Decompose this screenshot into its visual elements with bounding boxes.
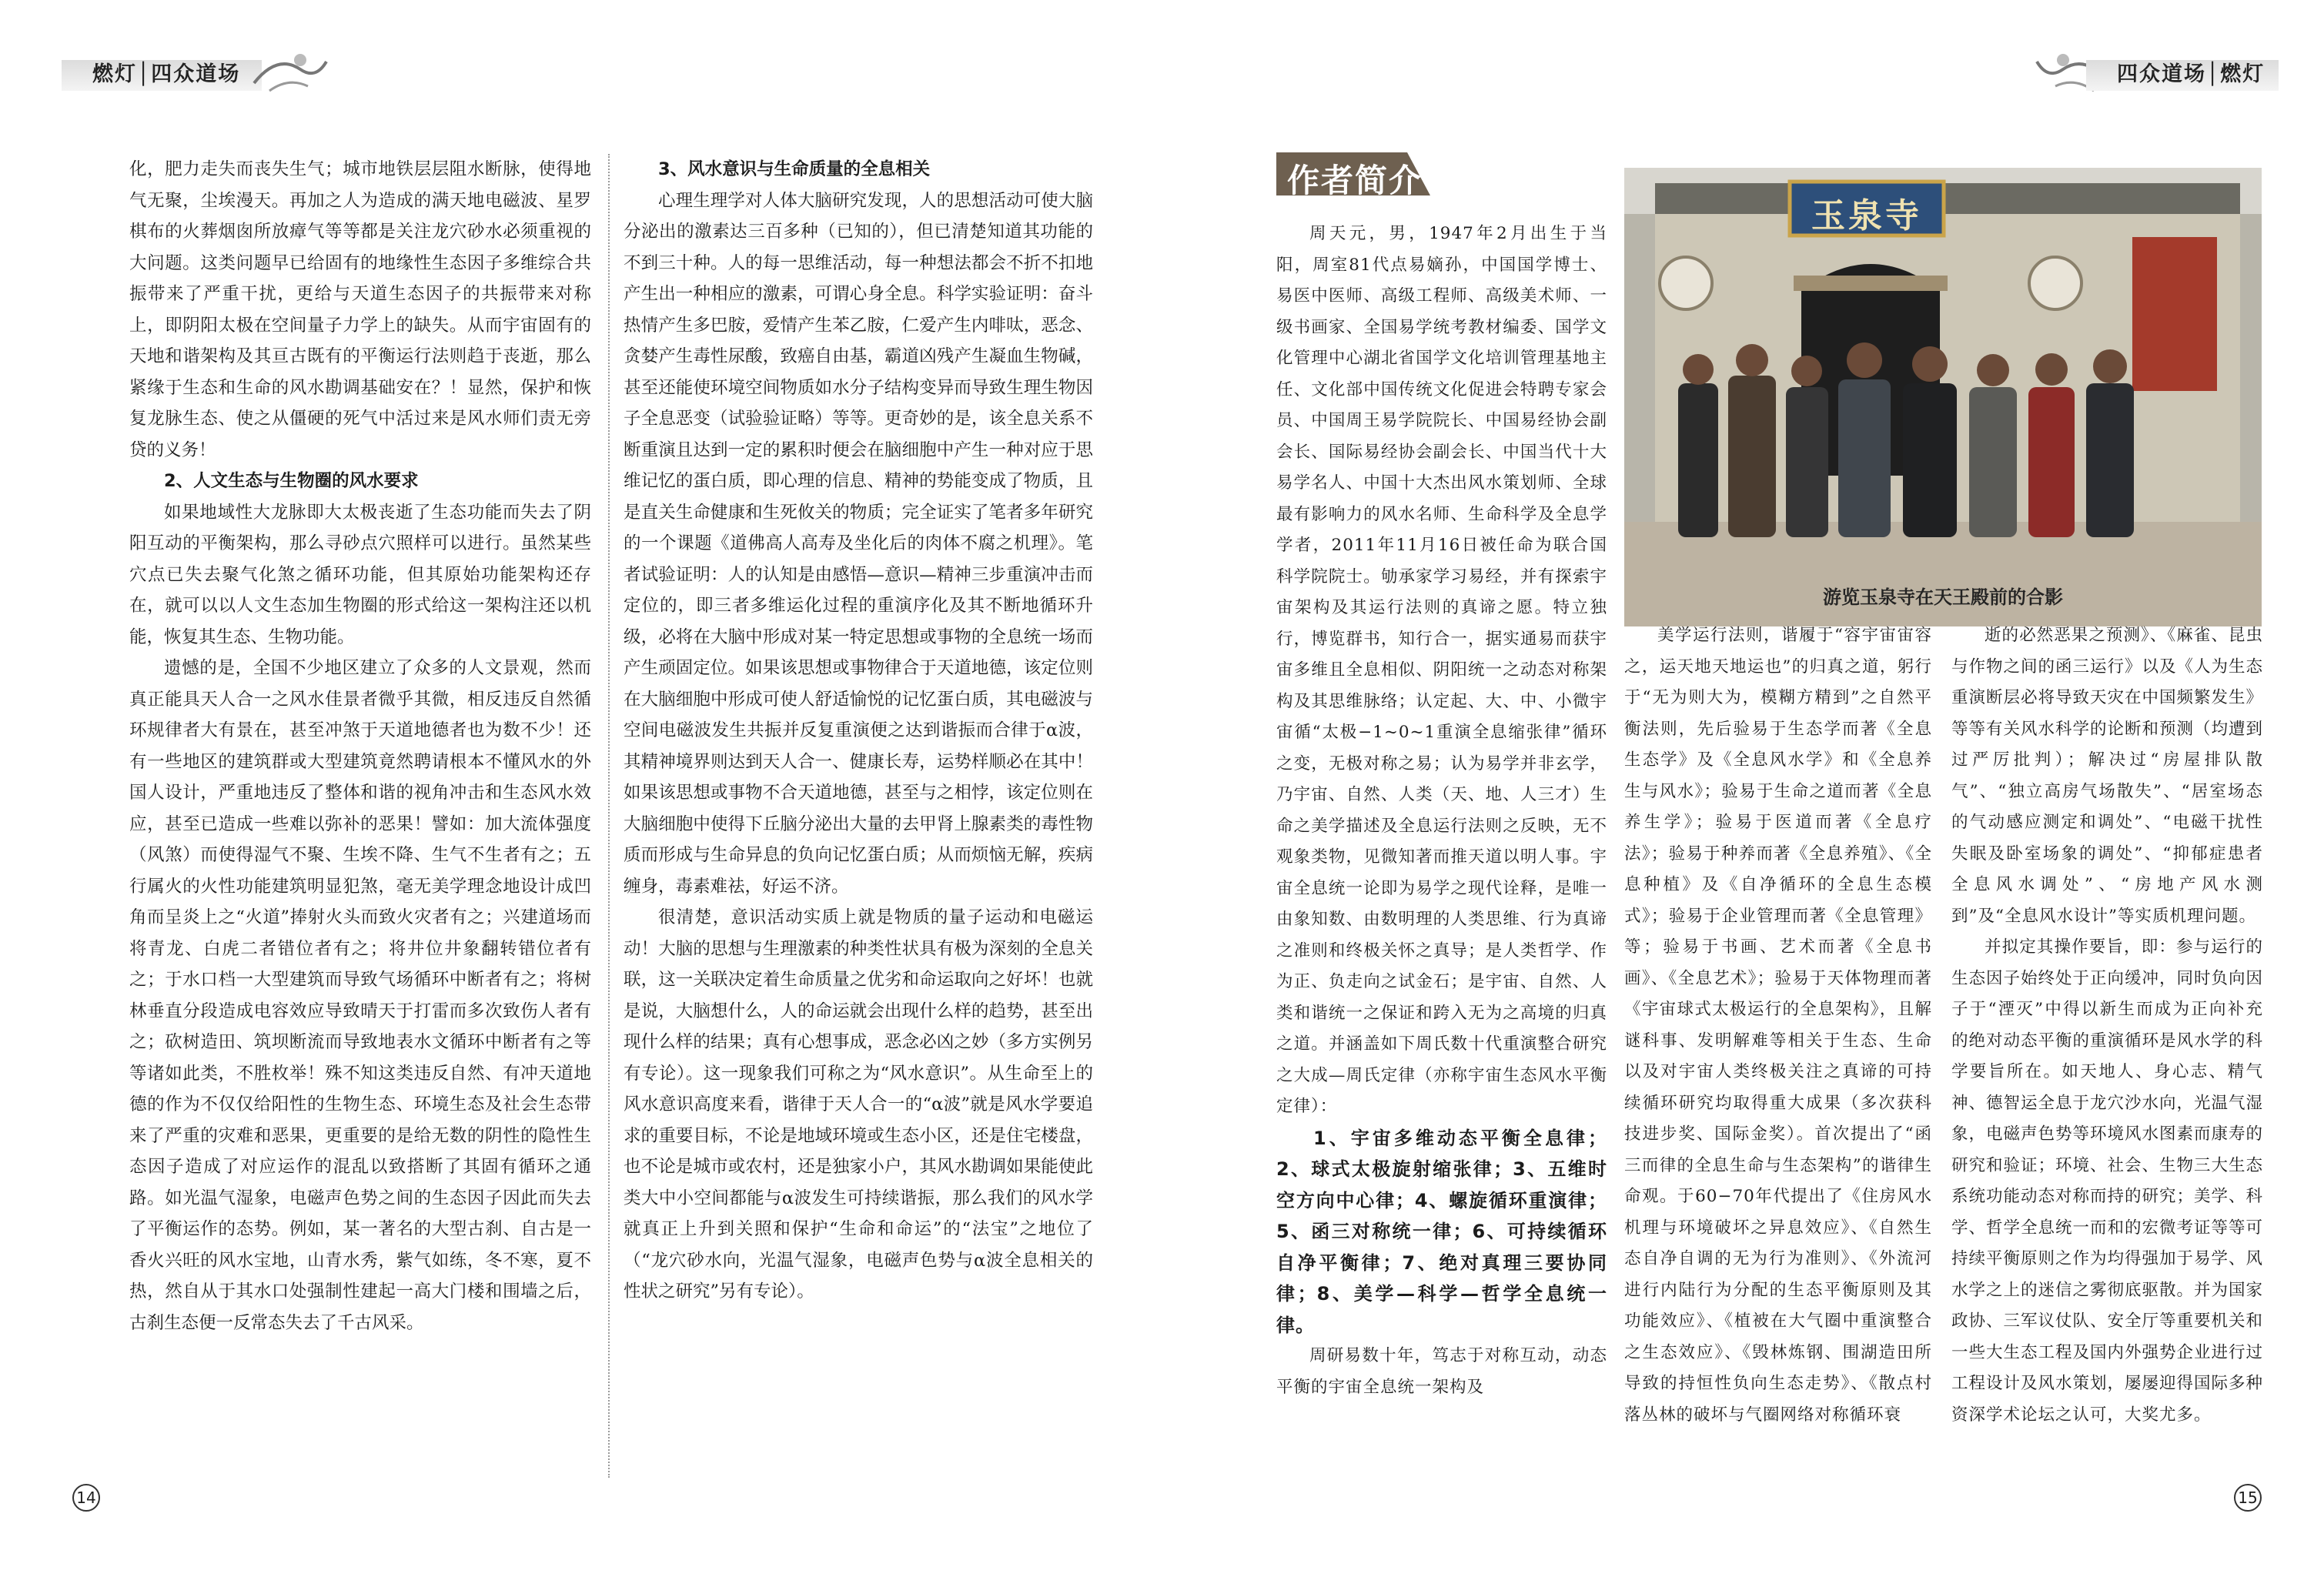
section-heading: 2、人文生态与生物圈的风水要求 [164,471,419,491]
law-list-paragraph: 1、宇宙多维动态平衡全息律；2、球式太极旋射缩张律；3、五维时空方向中心律；4、螺旋循环重演律；5、函三对称统一律；6、可持续循环自净平衡律；7、绝对真理三要协同律；8、美学—科学—哲学全息统一律。 [1276,1127,1607,1336]
body-paragraph: 如果地域性大龙脉即大太极丧逝了生态功能而失去了阴阳互动的平衡架构，那么寻砂点穴照样可以进行。虽然某些穴点已失去聚气化煞之循环功能，但其原始功能架构还存在，就可以以人文生态加生物圈的形式给这一架构注还以机能，恢复其生态、生物功能。 [129,502,591,647]
temple-scene-illustration [1624,168,2262,626]
body-paragraph: 化，肥力走失而丧失生气；城市地铁层层阻水断脉，使得地气无聚，尘埃漫天。再加之人为造成的满天地电磁波、星罗棋布的火葬烟囱所放瘴气等等都是关注龙穴砂水必须重视的大问题。这类问题早已给固有的地缘性生态因子多维综合共振带来了严重干扰，更给与天道生态因子的共振带来对称上，即阴阳太极在空间量子力学上的缺失。从而宇宙固有的天地和谐架构及其亘古既有的平衡运行法则趋于丧逝，那么紧缘于生态和生命的风水勘调基础安在？！显然，保护和恢复龙脉生态、使之从僵硬的死气中活过来是风水师们责无旁贷的义务！ [129,159,591,460]
body-paragraph: 并拟定其操作要旨，即：参与运行的生态因子始终处于正向缓冲，同时负向因子于“湮灭”中得以新生而成为正向补充的绝对动态平衡的重演循环是风水学的科学要旨所在。如天地人、身心志、精气神、德智运全息于龙穴沙水向，光温气湿象，电磁声色势等环境风水图素而康寿的研究和验证；环境、社会、生物三大生态系统功能动态对称而持的研究；美学、科学、哲学全息统一而和的宏微考证等等可持续平衡原则之作为均得强加于易学、风水学之上的迷信之雾彻底驱散。并为国家政协、三军议仗队、安全厅等重要机关和一些大生态工程及国内外强势企业进行过工程设计及风水策划，屡屡迎得国际多种资深学术论坛之认可，大奖尤多。 [1951,937,2264,1425]
scroll-ornament-icon [246,46,331,97]
page-number-right: 15 [2234,1484,2262,1512]
right-column-a [1276,219,1607,1403]
left-header-banner [62,46,323,97]
left-column-1 [129,154,591,1338]
author-intro-title: 作者简介 [1276,152,1430,195]
left-column-2 [624,154,1093,1308]
body-paragraph: 周研易数十年，笃志于对称互动，动态平衡的宇宙全息统一架构及 [1276,1346,1607,1397]
right-header-banner [2032,46,2286,97]
column-divider [608,154,610,1478]
body-paragraph: 美学运行法则，谐履于“容宇宙宙容之，运天地天地运也”的归真之道，躬行于“无为则大为，模糊方精到”之自然平衡法则，先后验易于生态学而著《全息生态学》及《全息风水学》和《全息养生与风水》；验易于生命之道而著《全息养生学》；验易于医道而著《全息疗法》；验易于种养而著《全息养殖》、《全息种植》及《自净循环的全息生态模式》；验易于企业管理而著《全息管理》等；验易于书画、艺术而著《全息书画》、《全息艺术》；验易于天体物理而著《宇宙球式太极运行的全息架构》，且解谜科事、发明解难等相关于生态、生命以及对宇宙人类终极关注之真谛的可持续循环研究均取得重大成果（多次获科技进步奖、国际金奖）。首次提出了“函三而律的全息生命与生态架构”的谐律生命观。于60−70年代提出了《住房风水机理与环境破坏之异息效应》、《自然生态自净自调的无为行为准则》、《外流河进行内陆行为分配的生态平衡原则及其功能效应》、《植被在大气圈中重演整合之生态效应》、《毁林炼钢、围湖造田所导致的持恒性负向生态走势》、《散点村落丛林的破坏与气圈网络对称循环衰 [1624,626,1932,1425]
photo-caption: 游览玉泉寺在天王殿前的合影 [1823,586,2063,608]
page-number-left: 14 [72,1484,100,1512]
body-paragraph: 心理生理学对人体大脑研究发现，人的思想活动可使大脑分泌出的激素达三百多种（已知的），但已清楚知道其功能的不到三十种。人的每一思维活动，每一种想法都会不折不扣地产生出一种相应的激素，可谓心身全息。科学实验证明：奋斗热情产生多巴胺，爱情产生苯乙胺，仁爱产生内啡呔，恶念、贪婪产生毒性尿酸，致癌自由基，霸道凶残产生凝血生物碱，甚至还能使环境空间物质如水分子结构变异而导致生理生物因子全息恶变（试验验证略）等等。更奇妙的是，该全息关系不断重演且达到一定的累积时便会在脑细胞中产生一种对应于思维记忆的蛋白质，即心理的信息、精神的势能变成了物质，且是直关生命健康和生死攸关的物质；完全证实了笔者多年研究的一个课题《道佛高人高寿及坐化后的肉体不腐之机理》。笔者试验证明：人的认知是由感悟—意识—精神三步重演冲击而定位的，即三者多维运化过程的重演序化及其不断地循环升级，必将在大脑中形成对某一特定思想或事物的全息统一场而产生顽固定位。如果该思想或事物律合于天道地德，该定位则在大脑细胞中形成可使人舒适愉悦的记忆蛋白质，其电磁波与空间电磁波发生共振并反复重演便之达到谐振而合律于α波，其精神境界则达到天人合一、健康长寿，运势样顺必在其中！如果该思想或事物不合天道地德，甚至与之相悖，该定位则在大脑细胞中使得下丘脑分泌出大量的去甲肾上腺素类的毒性物质而形成与生命异息的负向记忆蛋白质；从而烦恼无解，疾病缠身，毒素难祛，好运不济。 [624,190,1093,897]
right-header-label: 四众道场│燃灯 [2117,62,2265,86]
body-paragraph: 周天元，男，1947年2月出生于当阳，周室81代点易嫡孙，中国国学博士、易医中医师、高级工程师、高级美术师、一级书画家、全国易学统考教材编委、国学文化管理中心湖北省国学文化培训管理基地主任、文化部中国传统文化促进会特聘专家会员、中国周王易学院院长、中国易经协会副会长、国际易经协会副会长、中国当代十大易学名人、中国十大杰出风水策划师、全球最有影响力的风水名师、生命科学及全息学学者，2011年11月16日被任命为联合国科学院院士。劬承家学习易经，并有探索宇宙架构及其运行法则的真谛之愿。特立独行，博览群书，知行合一，据实通易而获宇宙多维且全息相似、阴阳统一之动态对称架构及其思维脉络；认定起、大、中、小微宇宙循“太极−1~0~1重演全息缩张律”循环之变，无极对称之易；认为易学并非玄学，乃宇宙、自然、人类（天、地、人三才）生命之美学描述及全息运行法则之反映，无不观象类物，见微知著而推天道以明人事。宇宙全息统一论即为易学之现代诠释，是唯一由象知数、由数明理的人类思维、行为真谛之准则和终极关怀之真导；是人类哲学、作为正、负走向之试金石；是宇宙、自然、人类和谐统一之保证和跨入无为之高境的归真之道。并涵盖如下周氏数十代重演整合研究之大成—周氏定律（亦称宇宙生态风水平衡定律）： [1276,224,1607,1116]
left-header-label: 燃灯│四众道场 [92,62,241,86]
right-page [1162,0,2324,1587]
temple-sign-text: 玉泉寺 [1811,196,1922,236]
body-paragraph: 很清楚，意识活动实质上就是物质的量子运动和电磁运动！大脑的思想与生理激素的种类性状具有极为深刻的全息关联，这一关联决定着生命质量之优劣和命运取向之好坏！也就是说，大脑想什么，人的命运就会出现什么样的趋势，甚至出现什么样的结果；真有心想事成，恶念必凶之妙（多方实例另有专论）。这一现象我们可称之为“风水意识”。从生命至上的风水意识高度来看，谐律于天人合一的“α波”就是风水学要追求的重要目标，不论是地域环境或生态小区，还是住宅楼盘，也不论是城市或农村，还是独家小户，其风水勘调如果能使此类大中小空间都能与α波发生可持续谐振，那么我们的风水学就真正上升到关照和保护“生命和命运”的“法宝”之地位了（“龙穴砂水向，光温气湿象，电磁声色势与α波全息相关的性状之研究”另有专论）。 [624,907,1093,1301]
body-paragraph: 逝的必然恶果之预测》、《麻雀、昆虫与作物之间的函三运行》以及《人为生态重演断层必将导致天灾在中国频繁发生》等等有关风水科学的论断和预测（均遭到过严厉批判）；解决过“房屋排队散气”、“独立高房气场散失”、“居室场态的气动感应测定和调处”、“电磁干扰性失眠及卧室场象的调处”、“抑郁症患者全息风水调处”、“房地产风水测到”及“全息风水设计”等实质机理问题。 [1951,626,2264,926]
right-column-b [1624,620,1932,1431]
right-column-c [1951,620,2263,1431]
section-heading: 3、风水意识与生命质量的全息相关 [658,159,931,179]
body-paragraph: 遗憾的是，全国不少地区建立了众多的人文景观，然而真正能具天人合一之风水佳景者微乎其微，相反违反自然循环规律者大有景在，甚至冲煞于天道地德者也为数不少！还有一些地区的建筑群或大型建筑竟然聘请根本不懂风水的外国人设计，严重地违反了整体和谐的视角冲击和生态风水效应，甚至已造成一些难以弥补的恶果！譬如：加大流体强度（风煞）而使得湿气不聚、生埃不降、生气不生者有之；五行属火的火性功能建筑明显犯煞，毫无美学理念地设计成凹角而呈炎上之“火道”捧射火头而致火灾者有之；兴建道场而将青龙、白虎二者错位者有之；将井位井象翻转错位者有之；于水口档一大型建筑而导致气场循环中断者有之；将树林垂直分段造成电容效应导致晴天于打雷而多次致伤人者有之；砍树造田、筑坝断流而导致地表水文循环中断者有之等等诸如此类，不胜枚举！殊不知这类违反自然、有冲天道地德的作为不仅仅给阳性的生物生态、环境生态及社会生态带来了严重的灾难和恶果，更重要的是给无数的阴性的隐性生态因子造成了对应运作的混乱以致搭断了其固有循环之通路。如光温气湿象，电磁声色势之间的生态因子因此而失去了平衡运作的态势。例如，某一著名的大型古刹、自古是一香火兴旺的风水宝地，山青水秀，紫气如练，冬不寒，夏不热，然自从于其水口处强制性建起一高大门楼和围墙之后，古刹生态便一反常态失去了千古风采。 [129,658,591,1333]
temple-group-photo [1624,168,2262,626]
